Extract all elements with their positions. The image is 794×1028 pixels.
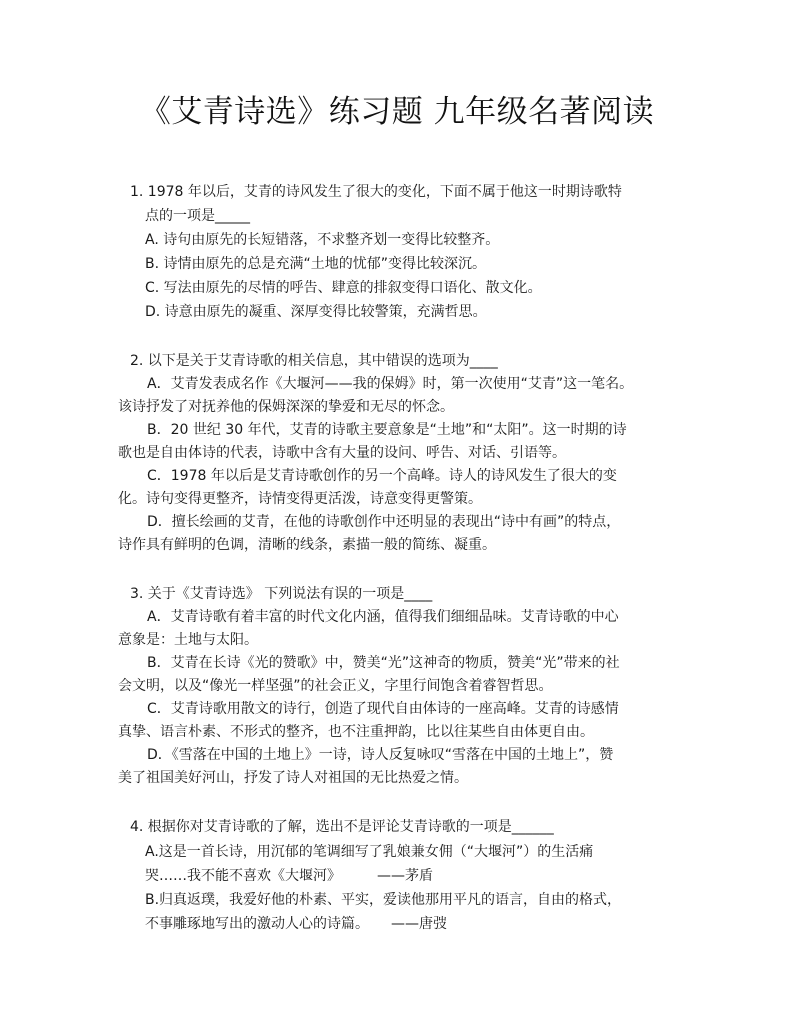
q4-option-b-line-2: [145, 914, 447, 934]
q3-option-c-line-1: C．艾青诗歌用散文的诗行，创造了现代自由体诗的一座高峰。艾青的诗感情: [147, 701, 619, 717]
q4-stem: 4. 根据你对艾青诗歌的了解，选出不是评论艾青诗歌的一项是______: [130, 819, 554, 835]
q3-option-b-line-1: B．艾青在长诗《光的赞歌》中，赞美“光”这神奇的物质，赞美“光”带来的社: [147, 655, 620, 671]
q3-option-d-line-1: D．《雪落在中国的土地上》一诗，诗人反复咏叹“雪落在中国的土地上”，赞: [147, 747, 614, 763]
q2-option-c-line-2: 化。诗句变得更整齐，诗情变得更活泼，诗意变得更警策。: [118, 491, 482, 507]
q4-option-b-text: 不事雕琢地写出的激动人心的诗篇。: [145, 916, 369, 932]
q1-option-a: A. 诗句由原先的长短错落，不求整齐划一变得比较整齐。: [145, 232, 500, 248]
q3-stem: 3. 关于《艾青诗选》 下列说法有误的一项是____: [130, 586, 433, 602]
q1-stem-line-2: 点的一项是_____: [145, 208, 250, 224]
q3-option-a-line-2: 意象是：土地与太阳。: [118, 632, 258, 648]
q2-option-d-line-1: D．擅长绘画的艾青，在他的诗歌创作中还明显的表现出“诗中有画”的特点，: [147, 514, 621, 530]
q2-option-a-line-2: 该诗抒发了对抚养他的保姆深深的挚爱和无尽的怀念。: [118, 399, 454, 415]
q2-option-c-line-1: C．1978 年以后是艾青诗歌创作的另一个高峰。诗人的诗风发生了很大的变: [147, 468, 617, 484]
q4-option-b-line-1: B.归真返璞，我爱好他的朴素、平实，爱读他那用平凡的语言，自由的格式，: [145, 892, 622, 908]
q1-stem-line-1: 1. 1978 年以后，艾青的诗风发生了很大的变化，下面不属于他这一时期诗歌特: [130, 184, 622, 200]
q4-option-a-author: ——茅盾: [377, 868, 433, 884]
q4-option-a-text: 哭……我不能不喜欢《大堰河》: [145, 868, 341, 884]
q2-option-a-line-1: A．艾青发表成名作《大堰河——我的保姆》时，第一次使用“艾青”这一笔名。: [147, 376, 634, 392]
page-title: 《艾青诗选》练习题 九年级名著阅读: [139, 94, 655, 130]
q4-option-a-line-1: A.这是一首长诗，用沉郁的笔调细写了乳娘兼女佣（“大堰河”）的生活痛: [145, 844, 594, 860]
q3-option-b-line-2: 会文明，以及“像光一样坚强”的社会正义，字里行间饱含着睿智哲思。: [118, 678, 553, 694]
q3-option-d-line-2: 美了祖国美好河山，抒发了诗人对祖国的无比热爱之情。: [118, 770, 468, 786]
q1-option-c: C. 写法由原先的尽情的呼告、肆意的排叙变得口语化、散文化。: [145, 280, 542, 296]
q2-option-b-line-1: B．20 世纪 30 年代，艾青的诗歌主要意象是“土地”和“太阳”。这一时期的诗: [147, 422, 627, 438]
q1-option-d: D. 诗意由原先的凝重、深厚变得比较警策，充满哲思。: [145, 304, 487, 320]
q3-option-c-line-2: 真挚、语言朴素、不形式的整齐，也不注重押韵，比以往某些自由体更自由。: [118, 724, 594, 740]
q2-stem: 2. 以下是关于艾青诗歌的相关信息，其中错误的选项为____: [130, 353, 498, 369]
q4-option-b-author: ——唐弢: [391, 916, 447, 932]
q4-option-a-line-2: [145, 866, 433, 886]
q2-option-b-line-2: 歌也是自由体诗的代表，诗歌中含有大量的设问、呼告、对话、引语等。: [118, 445, 566, 461]
q2-option-d-line-2: 诗作具有鲜明的色调，清晰的线条，素描一般的简练、凝重。: [118, 537, 496, 553]
q3-option-a-line-1: A．艾青诗歌有着丰富的时代文化内涵，值得我们细细品味。艾青诗歌的中心: [147, 609, 619, 625]
q1-option-b: B. 诗情由原先的总是充满“土地的忧郁”变得比较深沉。: [145, 256, 487, 272]
